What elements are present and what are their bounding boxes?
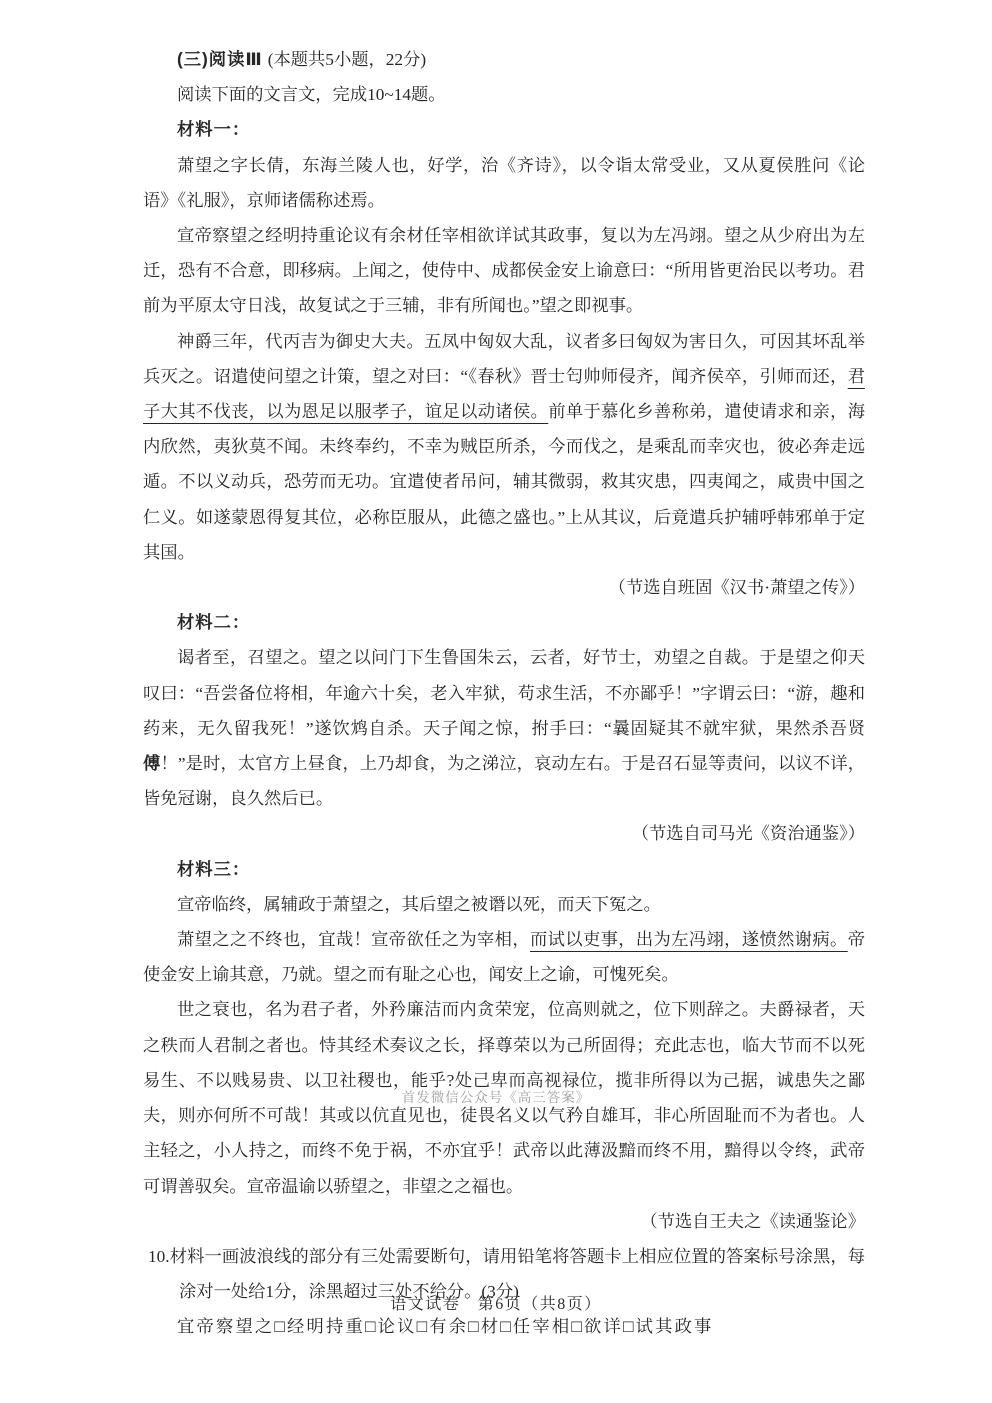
material-1-source xyxy=(143,570,865,605)
material-1-paragraph-1 xyxy=(143,148,865,218)
material-3-source xyxy=(143,1204,865,1239)
material-2-label xyxy=(143,605,865,640)
text-segment: 材料三： xyxy=(177,858,251,879)
material-3-paragraph-2 xyxy=(143,922,865,992)
text-segment: 萧望之之不终也，宜哉！宣帝欲任之为宰相， xyxy=(177,930,530,950)
text-segment: 萧望之字长倩，东海兰陵人也，好学，治《齐诗》，以令诣太常受业，又从夏侯胜问《论语》《礼服》，京师诸儒称述焉。 xyxy=(143,155,865,210)
text-segment: 10.材料一画波浪线的部分有三处需要断句，请用铅笔将答题卡上相应位置的答案标号涂黑，每涂对一处给1分，涂黑超过三处不给分。(3分) xyxy=(148,1246,865,1302)
text-segment: （节选自班固《汉书·萧望之传》） xyxy=(608,578,865,598)
page-footer-text: 语文试卷 第6页（共8页） xyxy=(390,1296,602,1313)
document-body xyxy=(143,42,865,1345)
page-footer xyxy=(0,1291,992,1314)
text-segment: 宣帝察望之经明持重论议有余材任宰相欲详试其政事，复以为左冯翊。望之从少府出为左迁，恐有不合意，即移病。上闻之，使侍中、成都侯金安上谕意曰：“所用皆更治民以考功。君前为平原太守日浅，故复试之于三辅，非有所闻也。”望之即视事。 xyxy=(143,226,865,316)
material-3-paragraph-1 xyxy=(143,887,865,922)
text-segment: 帝使金安上谕其意，乃就。望之而有耻之心也，闻安上之谕，可愧死矣。 xyxy=(143,930,865,985)
text-segment: 材料一： xyxy=(177,119,251,140)
text-segment: 材料二： xyxy=(177,612,251,633)
emphasized-char: 傅 xyxy=(143,754,161,774)
text-segment: 世之衰也，名为君子者，外矜廉洁而内贪荣宠，位高则就之，位下则辞之。夫爵禄者，天之秩而人君制之者也。恃其经术奏议之长，择尊荣以为己所固得；充此志也，临大节而不以死易生、不以贱易贵、以卫社稷也，能乎?处己卑而高视禄位，揽非所得以为己据，诚患失之鄙夫，则亦何所不可哉！其或以伉直见也，徒畏名义以气矜自雄耳，非心所固耻而不为者也。人主轻之，小人持之，而终不免于祸，不亦宜乎！武帝以此薄汲黯而终不用，黯得以令终，武帝可谓善驭矣。宣帝温谕以骄望之，非望之之福也。 xyxy=(143,1000,865,1196)
material-1-paragraph-2 xyxy=(143,218,865,324)
section-score-meta: (本题共5小题，22分) xyxy=(267,50,427,69)
text-segment: （节选自司马光《资治通鉴》） xyxy=(631,824,865,844)
section-heading xyxy=(143,42,865,77)
underlined-passage-2: 而试以吏事，出为左冯翊，遂愤然谢病。 xyxy=(530,930,848,950)
material-3-label xyxy=(143,852,865,887)
material-1-label xyxy=(143,112,865,147)
text-segment: 前单于慕化乡善称弟，遣使请求和亲，海内欣然，夷狄莫不闻。未终奉约，不幸为贼臣所杀，今而伐之，是乘乱而幸灾也，彼必奔走远遁。不以义动兵，恐劳而无功。宜遣使者吊问，辅其微弱，救其灾患，四夷闻之，咸贵中国之仁义。如遂蒙恩得复其位，必称臣服从，此德之盛也。”上从其议，后竟遣兵护辅呼韩邪单于定其国。 xyxy=(143,402,865,562)
text-segment: ！”是时，太官方上昼食，上乃却食，为之涕泣，哀动左右。于是召石显等责问，以议不详，皆免冠谢，良久然后已。 xyxy=(143,754,865,809)
text-segment: 神爵三年，代丙吉为御史大夫。五凤中匈奴大乱，议者多曰匈奴为害日久，可因其坏乱举兵灭之。诏遣使问望之计策，望之对曰：“《春秋》晋士匄帅师侵齐，闻齐侯卒，引师而还， xyxy=(143,331,865,386)
text-segment: 阅读下面的文言文，完成10~14题。 xyxy=(177,85,446,105)
question-10-segmentation-line xyxy=(143,1309,865,1344)
watermark-text: 首发微信公众号《高三答案》 xyxy=(401,1090,591,1105)
text-segment: 谒者至，召望之。望之以问门下生鲁国朱云，云者，好节士，劝望之自裁。于是望之仰天叹曰：“吾尝备位将相，年逾六十矣，老入牢狱，苟求生活，不亦鄙乎！”字谓云曰：“游，趣和药来，无久留我死！”遂饮鸩自杀。天子闻之惊，拊手曰：“曩固疑其不就牢狱，果然杀吾贤 xyxy=(143,648,865,738)
material-2-paragraph-1 xyxy=(143,640,865,816)
material-2-source xyxy=(143,816,865,851)
underlined-passage-1: 君子大其不伐丧，以为恩足以服孝子，谊足以动诸侯。 xyxy=(143,366,865,422)
reading-instruction xyxy=(143,77,865,112)
section-number-title: (三)阅读Ⅲ xyxy=(177,49,263,69)
text-segment: （节选自王夫之《读通鉴论》 xyxy=(640,1211,865,1231)
text-segment: 宣帝临终，属辅政于萧望之，其后望之被谮以死，而天下冤之。 xyxy=(177,894,661,914)
text-segment: 宜帝察望之□经明持重□论议□有余□材□任宰相□欲详□试其政事 xyxy=(177,1317,714,1337)
material-1-paragraph-3 xyxy=(143,324,865,570)
